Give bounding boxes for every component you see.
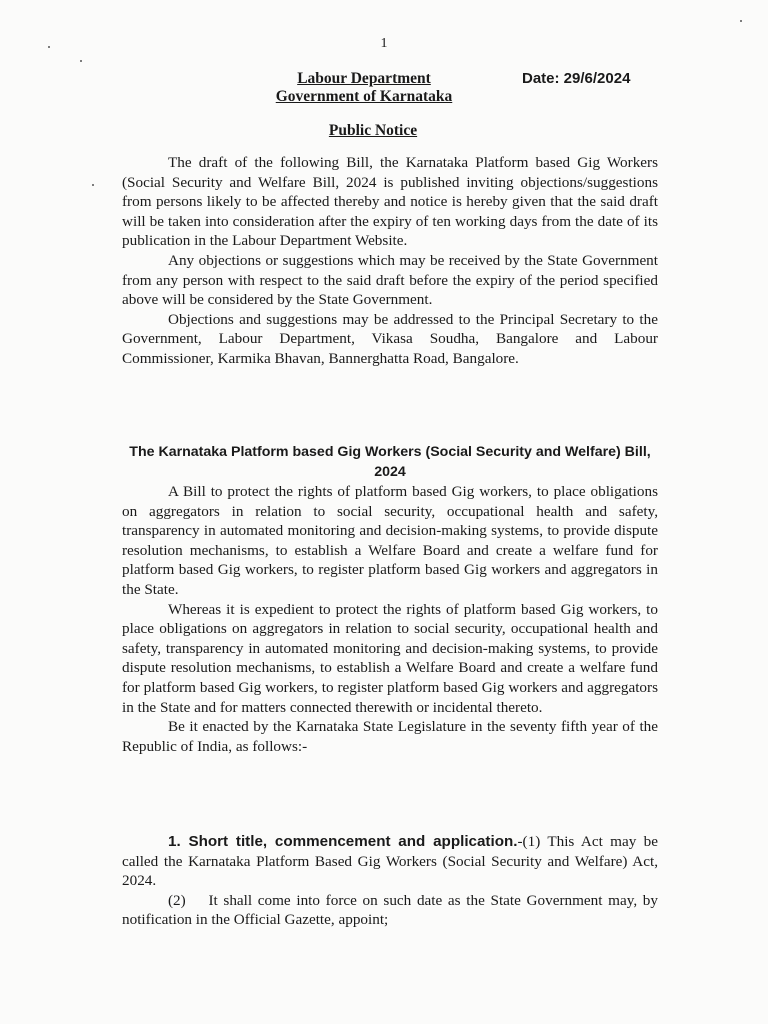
notice-date: Date: 29/6/2024 (522, 70, 631, 87)
scan-speck (48, 46, 50, 48)
notice-paragraph: The draft of the following Bill, the Karnataka Platform based Gig Workers (Social Security and Welfare Bill, 2024 is published inviting objections/suggestions from persons likely to be affected thereby and notice is hereby given that the said draft will be taken into consideration after the expiry of ten working days from the date of its publication in the Labour Department Website. (122, 154, 658, 250)
section-1 (122, 832, 662, 930)
bill-title: The Karnataka Platform based Gig Workers (Social Security and Welfare) Bill, 2024 (129, 444, 651, 480)
page-number: 1 (380, 36, 388, 51)
government-name: Government of Karnataka (275, 88, 453, 105)
section-1-clause-2: (2) It shall come into force on such date as the State Government may, by notification in the Official Gazette, appoint; (122, 891, 662, 929)
public-notice-title: Public Notice (328, 122, 418, 139)
notice-paragraph: Objections and suggestions may be addressed to the Principal Secretary to the Government, Labour Department, Vikasa Soudha, Bangalore and Labour Commissioner, Karmika Bhavan, Bannerghatta Road, Bangalore. (122, 310, 658, 367)
scan-speck (80, 60, 82, 62)
scan-speck (740, 20, 742, 22)
section-1-paragraph (122, 832, 658, 891)
bill-paragraph: Be it enacted by the Karnataka State Legislature in the seventy fifth year of the Republic of India, as follows:- (122, 718, 658, 755)
header-issuer (258, 70, 470, 106)
notice-body (122, 153, 658, 369)
scan-speck (92, 184, 94, 186)
notice-paragraph: Any objections or suggestions which may be received by the State Government from any person with respect to the said draft before the expiry of the period specified above will be considered by the State Government. (122, 251, 658, 309)
department-name: Labour Department (297, 70, 431, 87)
section-1-text: -(1) This Act may be called the Karnataka Platform Based Gig Workers (Social Security and Welfare) Act, 2024. (122, 833, 658, 890)
bill-paragraph: Whereas it is expedient to protect the rights of platform based Gig workers, to place obligations on aggregators in relation to social security, occupational health and safety, transparency in automated monitoring and decision-making systems, to provide dispute resolution mechanisms, to establish a Welfare Board and create a welfare fund for platform based Gig workers, to register platform based Gig workers and aggregators in the State and for matters connected therewith or incidental thereto. (122, 600, 658, 716)
bill-body (122, 482, 658, 756)
bill-paragraph: A Bill to protect the rights of platform based Gig workers, to place obligations on aggregators in relation to social security, occupational health and safety, transparency in automated monitoring and decision-making systems, to provide dispute resolution mechanisms, to establish a Welfare Board and create a welfare fund for platform based Gig workers, to register platform based Gig workers and aggregators in the State. (122, 483, 658, 598)
section-1-heading: 1. Short title, commencement and application. (168, 833, 518, 850)
